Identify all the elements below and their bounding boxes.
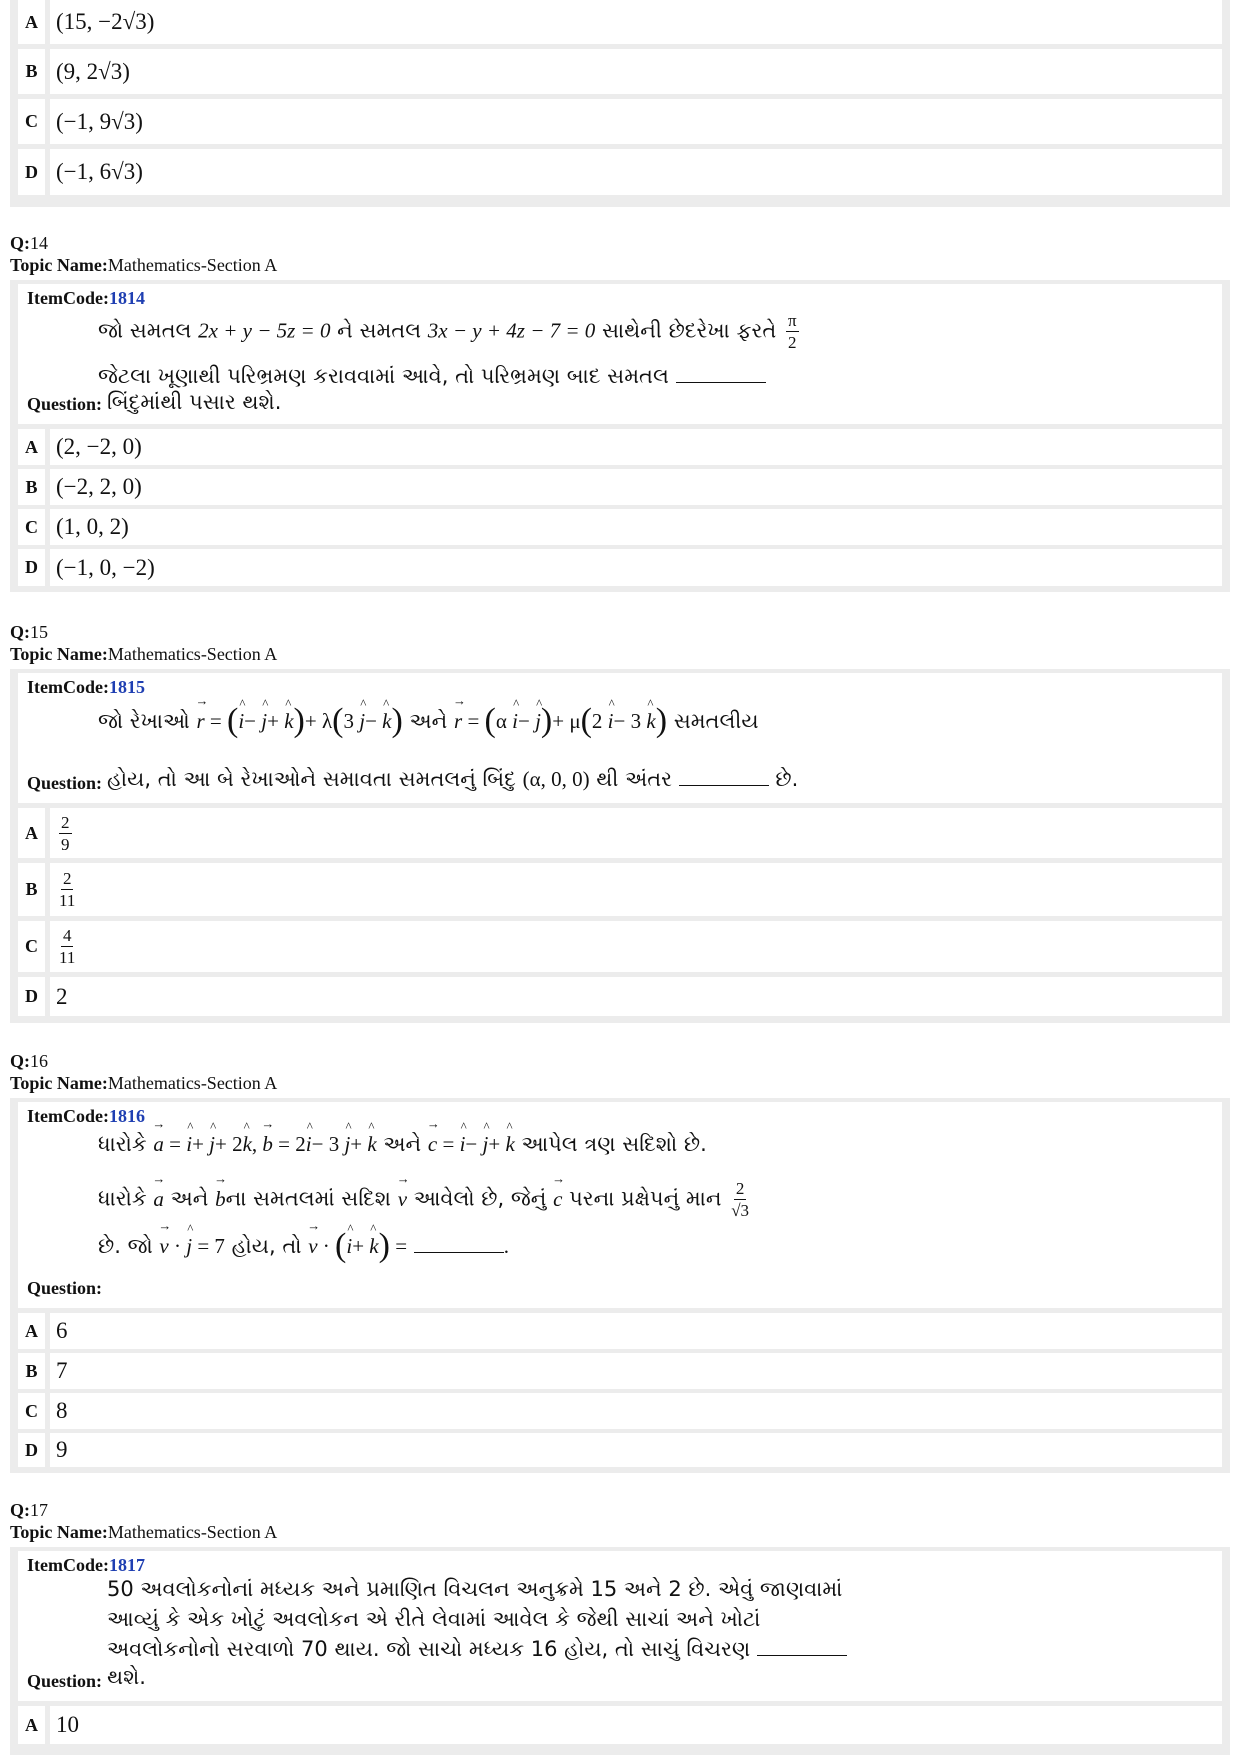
option-row[interactable] [18, 977, 1222, 1016]
topic-name: Topic Name:Mathematics-Section A [10, 255, 278, 275]
option-value: (2, −2, 0) [56, 434, 142, 459]
question-number: Q:17 [10, 1500, 48, 1520]
option-letter: A [18, 808, 50, 858]
option-letter: D [18, 549, 50, 586]
option-row[interactable] [18, 1353, 1222, 1389]
item-code: ItemCode:1817 [27, 1555, 145, 1575]
question-label: Question: [27, 394, 103, 414]
answer-blank [679, 784, 769, 786]
option-value: 7 [56, 1358, 68, 1383]
option-row[interactable] [18, 549, 1222, 586]
option-value: 9 [56, 1437, 68, 1462]
topic-name: Topic Name:Mathematics-Section A [10, 1522, 278, 1542]
question-body [18, 284, 1222, 424]
option-row[interactable] [18, 1393, 1222, 1429]
fraction: $\frac{2}{√3}$ [731, 1179, 750, 1220]
option-letter: A [18, 0, 50, 44]
option-value: $\frac{2}{11}$ [59, 869, 76, 910]
topic-name: Topic Name:Mathematics-Section A [10, 1073, 278, 1093]
option-letter: B [18, 1353, 50, 1389]
answer-blank [757, 1654, 847, 1656]
option-row[interactable] [18, 1433, 1222, 1467]
question-label: Question: [27, 1671, 103, 1691]
question-header [10, 1050, 277, 1094]
answer-blank [676, 381, 766, 383]
option-row[interactable] [18, 429, 1222, 465]
option-row[interactable] [18, 1313, 1222, 1349]
option-value: 10 [56, 1712, 79, 1737]
option-letter: D [18, 1433, 50, 1467]
fraction: $\frac{\pi}{2}$ [787, 311, 797, 352]
question-line: 50 અવલોકનોનાં મધ્યક અને પ્રમાણિત વિચલન અનુક્રમે 15 અને 2 છે. એવું જાણવામાં [107, 1577, 843, 1601]
option-row[interactable] [18, 921, 1222, 972]
option-letter: A [18, 1313, 50, 1349]
option-letter: C [18, 509, 50, 545]
option-value: (1, 0, 2) [56, 514, 129, 539]
option-row[interactable] [18, 469, 1222, 505]
question-line: જો રેખાઓ → r = (^ i− ^ j+ ^ k)+ λ(3 ^ j− ^ k) અને → r = (α ^ i− ^ j)+ μ(2 ^ i− 3 ^ k) સમતલીય [98, 709, 759, 734]
topic-name: Topic Name:Mathematics-Section A [10, 644, 278, 664]
question-label: Question: [27, 773, 103, 793]
option-value: (−1, 0, −2) [56, 554, 155, 580]
option-letter: C [18, 1393, 50, 1429]
option-letter: C [18, 921, 50, 972]
question-number: Q:15 [10, 622, 48, 642]
option-value: (−2, 2, 0) [56, 474, 142, 499]
question-card [10, 669, 1230, 1023]
question-line: થશે. [107, 1665, 146, 1689]
question-line: જેટલા ખૂણાથી પરિભ્રમણ કરાવવામાં આવે, તો પરિભ્રમણ બાદ સમતલ [98, 364, 766, 389]
option-letter: B [18, 49, 50, 94]
answer-blank [414, 1251, 504, 1253]
question-line: જો સમતલ 2x + y − 5z = 0 ને સમતલ 3x − y + 4z − 7 = 0 સાથેની છેદરેખા ફરતે $\frac{\pi}{2}$ [98, 311, 797, 352]
question-header [10, 232, 277, 276]
question-number: Q:16 [10, 1051, 48, 1071]
question-line: ધારોકે → a = ^ i+ ^ j+ 2^ k, → b = 2^ i− 3 ^ j+ ^ k અને → c = ^ i− ^ j+ ^ k આપેલ ત્રણ સદિશો છે. [98, 1132, 707, 1157]
option-value: $\frac{2}{9}$ [61, 812, 70, 854]
question-line: બિંદુમાંથી પસાર થશે. [107, 390, 282, 414]
q13-options-card [10, 0, 1230, 207]
option-value: (15, −2√3) [56, 9, 155, 34]
option-row[interactable] [18, 49, 1222, 94]
option-row[interactable] [18, 808, 1222, 858]
question-line: અવલોકનોનો સરવાળો 70 થાય. જો સાચો મધ્યક 16 હોય, તો સાચું વિચરણ [107, 1637, 847, 1662]
question-header [10, 621, 277, 665]
option-letter: C [18, 99, 50, 144]
question-body [18, 673, 1222, 803]
question-card [10, 280, 1230, 592]
option-value: (−1, 9√3) [56, 108, 143, 134]
option-letter: D [18, 977, 50, 1016]
question-header [10, 1499, 277, 1543]
option-letter: D [18, 149, 50, 195]
question-line: હોય, તો આ બે રેખાઓને સમાવતા સમતલનું બિંદુ (α, 0, 0) થી અંતર છે. [107, 767, 799, 791]
item-code: ItemCode:1815 [27, 677, 145, 697]
option-value: (9, 2√3) [56, 58, 130, 84]
option-value: 8 [56, 1398, 68, 1423]
option-row[interactable] [18, 0, 1222, 44]
item-code: ItemCode:1814 [27, 288, 145, 308]
question-card [10, 1098, 1230, 1473]
option-letter: A [18, 1706, 50, 1744]
option-letter: A [18, 429, 50, 465]
question-body [18, 1102, 1222, 1308]
question-body [18, 1551, 1222, 1701]
option-row[interactable] [18, 509, 1222, 545]
question-line: છે. જો → v · ^ j = 7 હોય, તો → v · (^ i+ ^ k) = . [98, 1234, 509, 1259]
option-value: 2 [56, 983, 68, 1009]
option-letter: B [18, 469, 50, 505]
question-label: Question: [27, 1278, 103, 1298]
option-row[interactable] [18, 863, 1222, 916]
question-card [10, 1547, 1230, 1755]
option-letter: B [18, 863, 50, 916]
option-value: (−1, 6√3) [56, 159, 143, 184]
item-code: ItemCode:1816 [27, 1106, 145, 1126]
option-value: 6 [56, 1318, 68, 1343]
option-value: $\frac{4}{11}$ [59, 926, 76, 967]
question-line: આવ્યું કે એક ખોટું અવલોકન એ રીતે લેવામાં આવેલ કે જેથી સાચાં અને ખોટાં [107, 1607, 761, 1631]
option-row[interactable] [18, 1706, 1222, 1744]
question-number: Q:14 [10, 233, 48, 253]
option-row[interactable] [18, 149, 1222, 195]
option-row[interactable] [18, 99, 1222, 144]
question-line: ધારોકે → a અને → bના સમતલમાં સદિશ → v આવેલો છે, જેનું → c પરના પ્રક્ષેપનું માન $\frac{2}{√3}$ [98, 1180, 752, 1219]
